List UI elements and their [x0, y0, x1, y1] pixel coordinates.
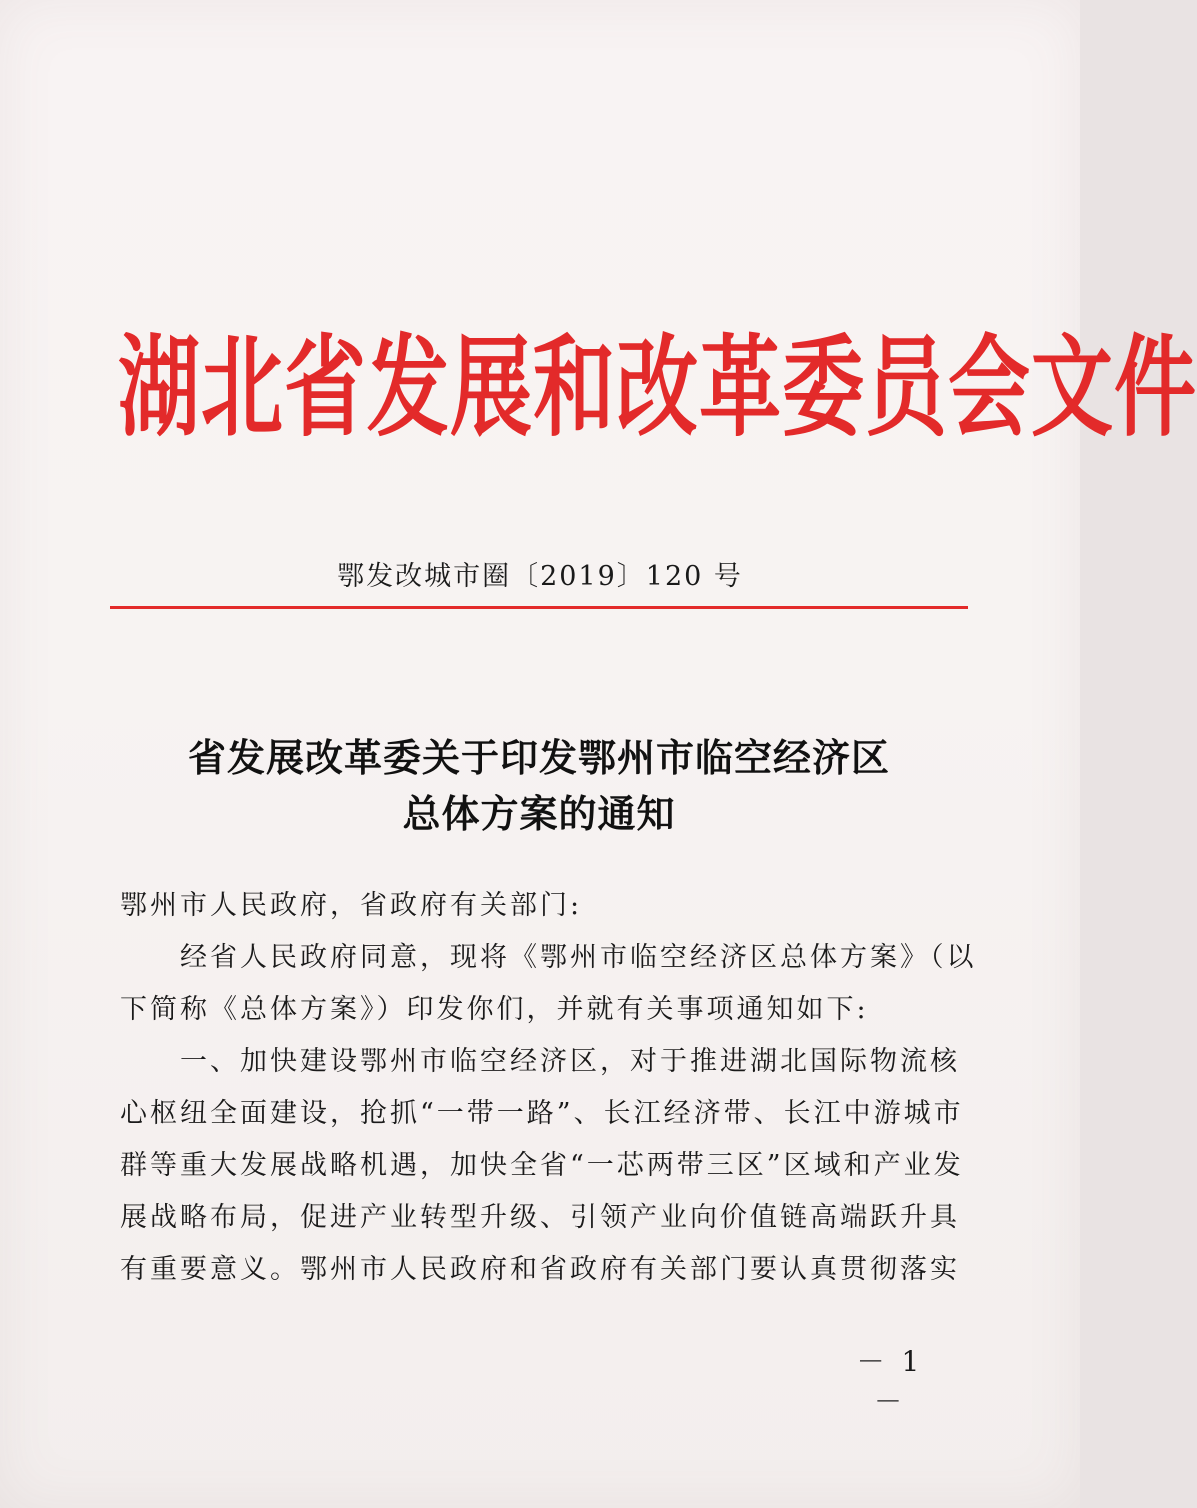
document-number: 鄂发改城市圈〔2019〕120 号 [337, 561, 743, 592]
body-line: 一、加快建设鄂州市临空经济区，对于推进湖北国际物流核 [120, 1046, 960, 1077]
addressee-line: 鄂州市人民政府，省政府有关部门: [120, 890, 583, 921]
body-line: 下简称《总体方案》）印发你们，并就有关事项通知如下: [120, 994, 869, 1025]
body-line: 经省人民政府同意，现将《鄂州市临空经济区总体方案》（以 [120, 942, 977, 973]
body-line: 展战略布局，促进产业转型升级、引领产业向价值链高端跃升具 [120, 1202, 960, 1233]
body-line: 心枢纽全面建设，抢抓“一带一路”、长江经济带、长江中游城市 [120, 1098, 964, 1129]
page-number: － 1 － [856, 1345, 924, 1418]
masthead-title: 湖北省发展和改革委员会文件 [118, 323, 1197, 453]
red-divider-line [110, 606, 968, 609]
notice-title [110, 730, 968, 842]
body-line: 群等重大发展战略机遇，加快全省“一芯两带三区”区域和产业发 [120, 1150, 964, 1181]
body-line: 有重要意义。鄂州市人民政府和省政府有关部门要认真贯彻落实 [120, 1254, 960, 1285]
notice-title-line-2: 总体方案的通知 [402, 791, 676, 836]
notice-body [120, 880, 977, 1296]
notice-title-line-1: 省发展改革委关于印发鄂州市临空经济区 [187, 735, 890, 780]
